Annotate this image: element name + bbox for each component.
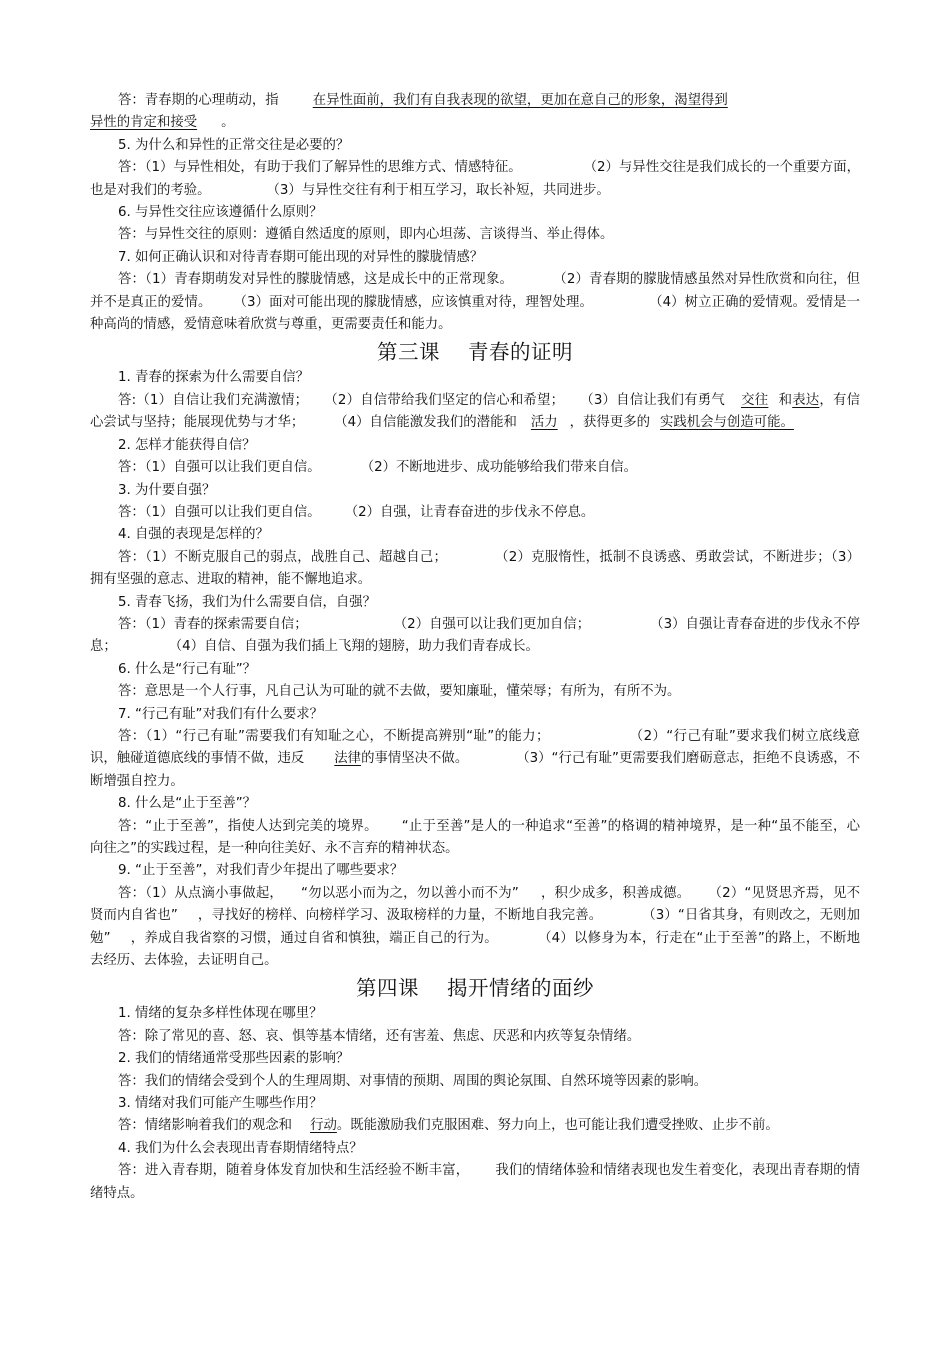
question: 8. 什么是“止于至善”？ bbox=[118, 796, 257, 812]
answer: 答：（1）自强可以让我们更自信。 （2）自强，让青春奋进的步伐永不停息。 bbox=[118, 504, 595, 520]
answer: 答：意思是一个人行事，凡自己认为可耻的就不去做，要知廉耻，懂荣辱；有所为，有所不为。 bbox=[118, 684, 681, 700]
question: 1. 青春的探索为什么需要自信？ bbox=[118, 370, 310, 386]
answer: 答：情绪影响着我们的观念和 行动。既能激励我们克服困难、努力向上，也可能让我们遭受挫败、止步不前。 bbox=[118, 1118, 779, 1134]
document-page bbox=[90, 90, 860, 1205]
answer: 答：（1）“行己有耻”需要我们有知耻之心，不断提高辨别“耻”的能力； （2）“行己有耻”要求我们树立底线意识，触碰道德底线的事情不做，违反 法律的事情坚决不做。 （3）“行己有耻”更需要我们磨砺意志，拒绝不良诱惑，不断增强自控力。 bbox=[90, 728, 861, 789]
answer-line: 答：青春期的心理萌动，指 在异性面前，我们有自我表现的欲望，更加在意自己的形象，渴望得到 bbox=[118, 93, 728, 108]
answer: 答：“止于至善”，指使人达到完美的境界。 “止于至善”是人的一种追求“至善”的格调的精神境界，是一种“虽不能至，心向往之”的实践过程，是一种向往美好、永不言弃的精神状态。 bbox=[90, 818, 861, 856]
answer: 答：（1）青春期萌发对异性的朦胧情感，这是成长中的正常现象。 （2）青春期的朦胧情感虽然对异性欣赏和向往，但并不是真正的爱情。 （3）面对可能出现的朦胧情感，应该慎重对待，理智处理。 （4）树立正确的爱情观。爱情是一种高尚的情感，爱情意味着欣赏与尊重，更需要责任和能力。 bbox=[90, 272, 860, 333]
answer-line: 异性的肯定和接受 。 bbox=[90, 115, 235, 131]
answer: 答：进入青春期，随着身体发育加快和生活经验不断丰富， 我们的情绪体验和情绪表现也发生着变化，表现出青春期的情绪特点。 bbox=[90, 1163, 861, 1201]
answer: 答：与异性交往的原则：遵循自然适度的原则，即内心坦荡、言谈得当、举止得体。 bbox=[118, 227, 614, 243]
question: 4. 自强的表现是怎样的？ bbox=[118, 527, 269, 543]
question: 1. 情绪的复杂多样性体现在哪里？ bbox=[118, 1006, 323, 1022]
answer: 答：除了常见的喜、怒、哀、惧等基本情绪，还有害羞、焦虑、厌恶和内疚等复杂情绪。 bbox=[118, 1028, 641, 1044]
answer: 答：（1）不断克服自己的弱点，战胜自己、超越自己； （2）克服惰性，抵制不良诱惑、勇敢尝试，不断进步；（3）拥有坚强的意志、进取的精神，能不懈地追求。 bbox=[90, 549, 860, 588]
answer: 答:（1）自信让我们充满激情； （2）自信带给我们坚定的信心和希望； （3）自信让我们有勇气 交往 和表达，有信心尝试与坚持；能展现优势与才华； （4）自信能激发我们的潜能和 活力 ，获得更多的 实践机会与创造可能。 bbox=[90, 392, 860, 431]
question: 5. 青春飞扬，我们为什么需要自信，自强？ bbox=[118, 594, 377, 610]
question: 2. 我们的情绪通常受那些因素的影响？ bbox=[118, 1051, 350, 1067]
answer: 答：（1）从点滴小事做起， “勿以恶小而为之，勿以善小而不为” ，积少成多，积善成德。 （2）“见贤思齐焉，见不贤而内自省也” ，寻找好的榜样、向榜样学习、汲取榜样的力量，不断地自我完善。 （3）“日省其身，有则改之，无则加勉” ，养成自我省察的习惯，通过自省和慎独，端正自己的行为。 （4）以修身为本，行走在“止于至善”的路上，不断地去经历、去体验，去证明自己。 bbox=[90, 885, 861, 969]
answer: 答：（1）青春的探索需要自信； （2）自强可以让我们更加自信； （3）自强让青春奋进的步伐永不停息； （4）自信、自强为我们插上飞翔的翅膀，助力我们青春成长。 bbox=[90, 616, 860, 655]
lesson3-title: 第三课 青春的证明 bbox=[376, 340, 574, 365]
question: 3. 为什要自强？ bbox=[118, 482, 216, 498]
question: 7. “行己有耻”对我们有什么要求？ bbox=[118, 706, 323, 722]
lesson4-title: 第四课 揭开情绪的面纱 bbox=[355, 976, 595, 1001]
question: 6. 与异性交往应该遵循什么原则？ bbox=[118, 205, 323, 221]
answer: 答：我们的情绪会受到个人的生理周期、对事情的预期、周围的舆论氛围、自然环境等因素的影响。 bbox=[118, 1073, 708, 1089]
question: 7. 如何正确认识和对待青春期可能出现的对异性的朦胧情感？ bbox=[118, 249, 484, 265]
answer: 答：（1）自强可以让我们更自信。 （2）不断地进步、成功能够给我们带来自信。 bbox=[118, 460, 638, 476]
question: 3. 情绪对我们可能产生哪些作用？ bbox=[118, 1096, 323, 1112]
question: 5. 为什么和异性的正常交往是必要的？ bbox=[118, 137, 350, 153]
answer: 答：（1）与异性相处，有助于我们了解异性的思维方式、情感特征。 （2）与异性交往是我们成长的一个重要方面，也是对我们的考验。 （3）与异性交往有利于相互学习，取长补短，共同进步。 bbox=[90, 160, 860, 198]
question: 2. 怎样才能获得自信？ bbox=[118, 437, 256, 453]
question: 4. 我们为什么会表现出青春期情绪特点？ bbox=[118, 1140, 363, 1156]
question: 9. “止于至善”，对我们青少年提出了哪些要求？ bbox=[118, 863, 404, 879]
question: 6. 什么是“行己有耻”？ bbox=[118, 661, 257, 677]
